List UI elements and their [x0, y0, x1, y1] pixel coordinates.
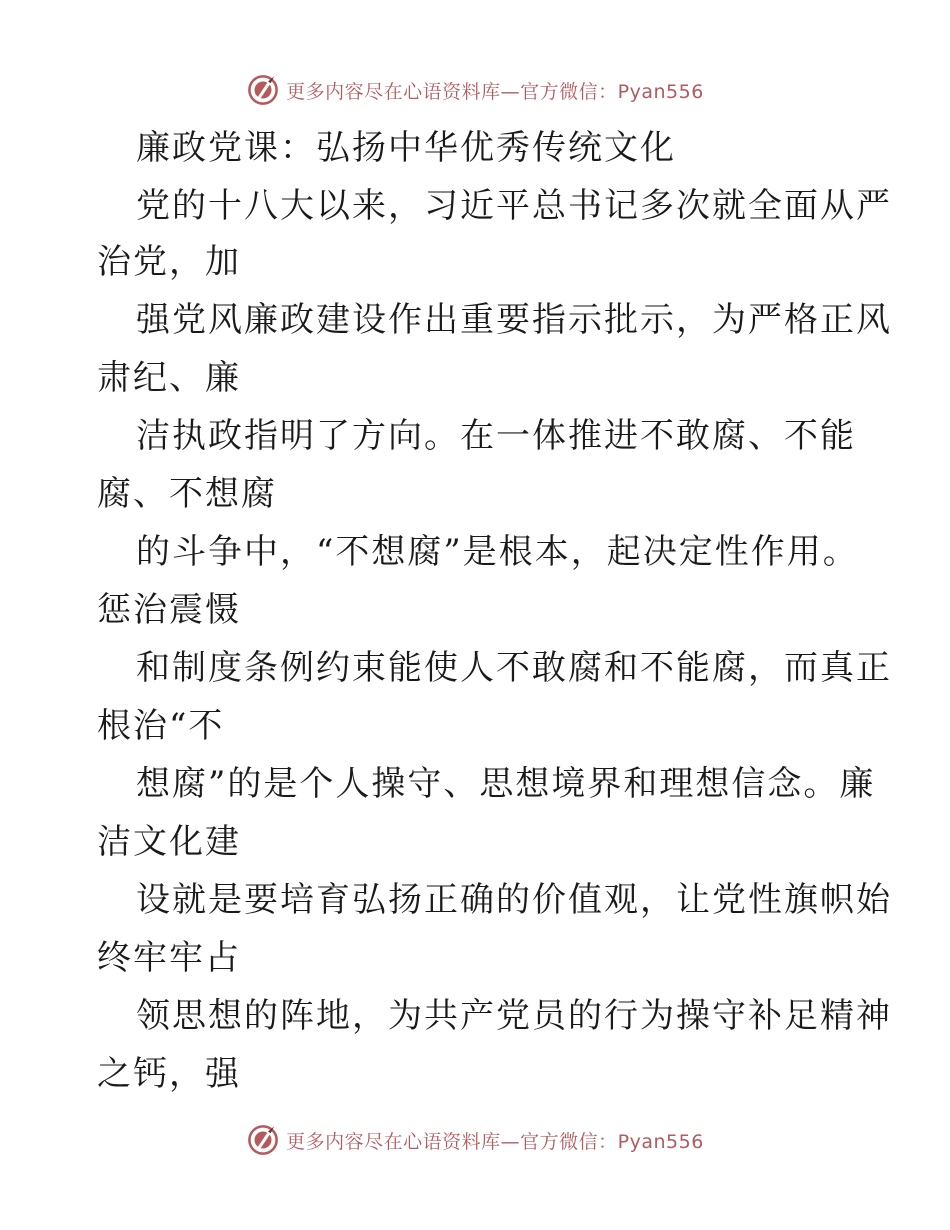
paragraph-line: 之钙，强 [97, 1054, 241, 1094]
paragraph-line: 腐、不想腐 [97, 474, 277, 514]
footer-banner [0, 1120, 950, 1160]
paragraph-line: 洁执政指明了方向。在一体推进不敢腐、不能 [136, 416, 856, 456]
paragraph-line: 治党，加 [97, 242, 241, 282]
paragraph-line: 肃纪、廉 [97, 358, 241, 398]
paragraph-line: 洁文化建 [97, 822, 241, 862]
footer-banner-inner [246, 1123, 704, 1157]
footer-banner-text: 更多内容尽在心语资料库—官方微信：Pyan556 [286, 1130, 704, 1153]
paragraph-line: 的斗争中，“不想腐”是根本，起决定性作用。 [136, 532, 859, 572]
header-banner [0, 70, 950, 110]
paragraph-line: 强党风廉政建设作出重要指示批示，为严格正风 [136, 300, 892, 340]
quill-pen-seal-icon [246, 73, 280, 107]
paragraph-line: 根治“不 [97, 706, 225, 746]
quill-pen-seal-icon [246, 1123, 280, 1157]
paragraph-line: 惩治震慑 [97, 590, 241, 630]
paragraph-line: 领思想的阵地，为共产党员的行为操守补足精神 [136, 996, 892, 1036]
header-banner-text: 更多内容尽在心语资料库—官方微信：Pyan556 [286, 80, 704, 103]
paragraph-line: 党的十八大以来，习近平总书记多次就全面从严 [136, 186, 892, 226]
header-banner-inner [246, 73, 704, 107]
paragraph-line: 想腐”的是个人操守、思想境界和理想信念。廉 [136, 764, 876, 804]
paragraph-line: 和制度条例约束能使人不敢腐和不能腐，而真正 [136, 648, 892, 688]
paragraph-line: 终牢牢占 [97, 938, 241, 978]
document-title: 廉政党课：弘扬中华优秀传统文化 [136, 128, 676, 168]
paragraph-line: 设就是要培育弘扬正确的价值观，让党性旗帜始 [136, 880, 892, 920]
